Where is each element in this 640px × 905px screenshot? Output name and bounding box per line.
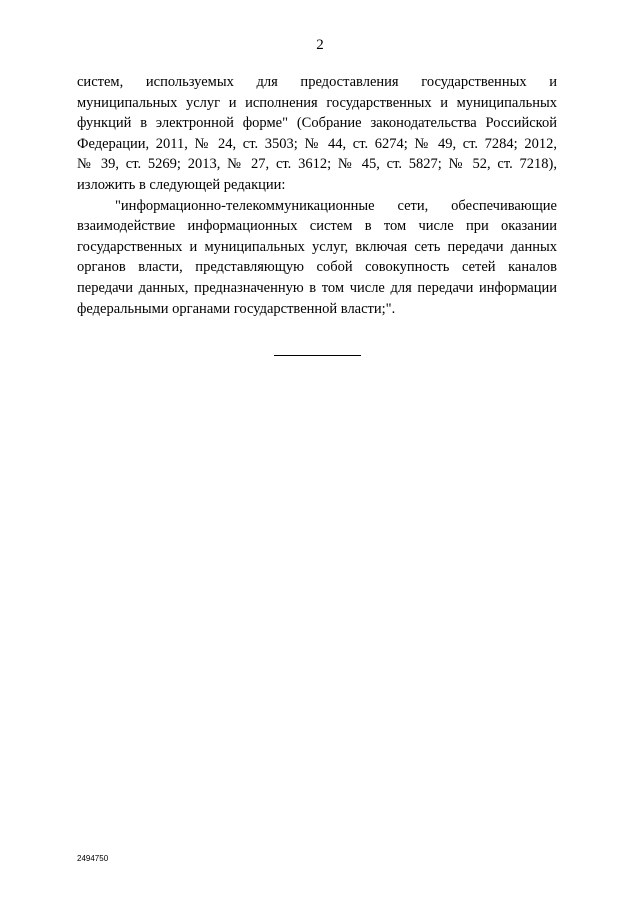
text-line: муниципальных услуг и исполнения государственных и муниципальных [77, 94, 557, 111]
text-line: функций в электронной форме" (Собрание законодательства Российской [77, 115, 557, 132]
text-line: взаимодействие информационных систем в том числе при оказании [77, 218, 557, 235]
separator-line [274, 355, 361, 356]
text-line: изложить в следующей редакции: [77, 176, 286, 193]
page-number: 2 [316, 37, 324, 53]
body-text [77, 72, 557, 319]
text-line: систем, используемых для предоставления государственных и [77, 74, 557, 90]
text-line: № 39, ст. 5269; 2013, № 27, ст. 3612; № 45, ст. 5827; № 52, ст. 7218), [77, 156, 557, 173]
text-line: федеральными органами государственной власти;". [77, 300, 396, 317]
text-line: государственных и муниципальных услуг, включая сеть передачи данных [77, 238, 557, 255]
document-code: 2494750 [77, 854, 109, 863]
text-line: "информационно-телекоммуникационные сети, обеспечивающие [115, 197, 557, 214]
text-line: передачи данных, предназначенную в том числе для передачи информации [77, 279, 557, 296]
text-line: Федерации, 2011, № 24, ст. 3503; № 44, ст. 6274; № 49, ст. 7284; 2012, [77, 135, 557, 152]
text-line: органов власти, представляющую собой совокупность сетей каналов [77, 259, 557, 276]
